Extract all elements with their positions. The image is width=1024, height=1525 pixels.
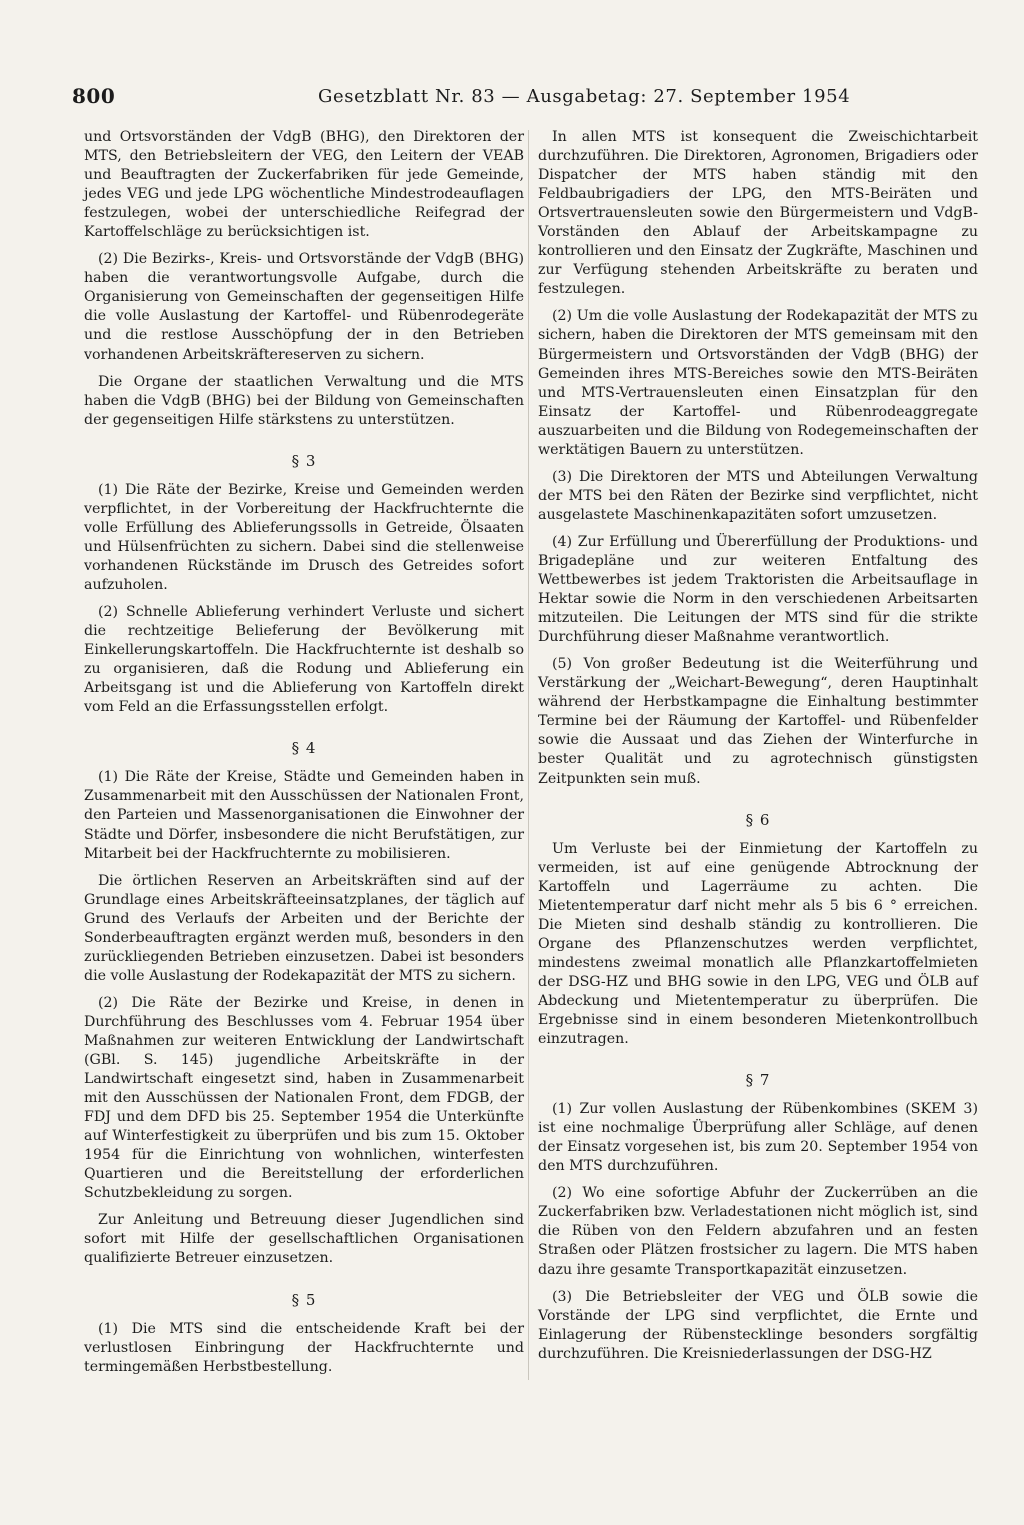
paragraph: Um Verluste bei der Einmietung der Kartoffeln zu vermeiden, ist auf eine genügende Abtrocknung der Kartoffeln und Lagerräume zu achten. Die Mietentemperatur darf nicht mehr als 5 bis 6 ° erreichen. Die Mieten sind deshalb ständig zu kontrollieren. Die Organe des Pflanzenschutzes werden verpflichtet, mindestens zweimal monatlich alle Pflanzkartoffelmieten der DSG-HZ und BHG sowie in den LPG, VEG und ÖLB auf Abdeckung und Mietentemperatur zu überprüfen. Die Ergebnisse sind in einem besonderen Mietenkontrollbuch einzutragen. [538, 840, 978, 1048]
section-heading: § 3 [291, 451, 317, 470]
paragraph: (1) Die Räte der Kreise, Städte und Gemeinden haben in Zusammenarbeit mit den Ausschüssen der Nationalen Front, den Parteien und Massenorganisationen die Einwohner der Städte und Dörfer, insbesondere die nicht Berufstätigen, zur Mitarbeit bei der Hackfruchternte zu mobilisieren. [84, 769, 524, 862]
paragraph: und Ortsvorständen der VdgB (BHG), den Direktoren der MTS, den Betriebsleitern der VEG, den Leitern der VEAB und Beauftragten der Zuckerfabriken für jede Gemeinde, jedes VEG und jede LPG wöchentliche Mindestrodeauflagen festzulegen, wobei der unterschiedliche Reifegrad der Kartoffelschläge zu berücksichtigen ist. [84, 129, 524, 241]
paragraph: (1) Zur vollen Auslastung der Rübenkombines (SKEM 3) ist eine nochmalige Überprüfung aller Schläge, auf denen der Einsatz vorgesehen ist, bis zum 20. September 1954 von den MTS durchzuführen. [538, 1101, 978, 1175]
paragraph: Zur Anleitung und Betreuung dieser Jugendlichen sind sofort mit Hilfe der gesellschaftlichen Organisationen qualifizierte Betreuer einzusetzen. [84, 1212, 524, 1267]
page-number: 800 [72, 84, 116, 108]
paragraph: (1) Die Räte der Bezirke, Kreise und Gemeinden werden verpflichtet, in der Vorbereitung der Hackfruchternte die volle Erfüllung des Ablieferungssolls in Getreide, Ölsaaten und Hülsenfrüchten zu sichern. Dabei sind die stellenweise vorhandenen Rückstände im Drusch des Getreides sofort aufzuholen. [84, 481, 524, 593]
section-heading: § 4 [291, 739, 317, 758]
paragraph: (2) Schnelle Ablieferung verhindert Verluste und sichert die rechtzeitige Belieferung der Bevölkerung mit Einkellerungskartoffeln. Die Hackfruchternte ist deshalb so zu organisieren, daß die Rodung und Ablieferung ein Arbeitsgang ist und die Ablieferung von Kartoffeln direkt vom Feld an die Erfassungsstellen erfolgt. [84, 604, 524, 716]
paragraph: (2) Wo eine sofortige Abfuhr der Zuckerrüben an die Zuckerfabriken bzw. Verladestationen nicht möglich ist, sind die Rüben von den Feldern abzufahren und an festen Straßen oder Plätzen frostsicher zu lagern. Die MTS haben dazu ihre gesamte Transportkapazität einzusetzen. [538, 1185, 978, 1278]
right-column [538, 128, 978, 1372]
paragraph: Die örtlichen Reserven an Arbeitskräften sind auf der Grundlage eines Arbeitskräfteeinsatzplanes, der täglich auf Grund des Verlaufs der Arbeiten und der Berichte der Sonderbeauftragten ergänzt werden muß, besonders in den zurückliegenden Betrieben einzusetzen. Dabei ist besonders die volle Auslastung der Rodekapazität der MTS zu sichern. [84, 872, 524, 984]
paragraph: (3) Die Betriebsleiter der VEG und ÖLB sowie die Vorstände der LPG sind verpflichtet, die Ernte und Einlagerung der Rübenstecklinge besonders sorgfältig durchzuführen. Die Kreisniederlassungen der DSG-HZ [538, 1288, 978, 1362]
paragraph: In allen MTS ist konsequent die Zweischichtarbeit durchzuführen. Die Direktoren, Agronomen, Brigadiers oder Dispatcher der MTS haben ständig mit den Feldbaubrigadiers der LPG, den MTS-Beiräten und Ortsvertrauensleuten sowie den Bürgermeistern und VdgB-Vorständen den Ablauf der Arbeitskampagne zu kontrollieren und den Einsatz der Zugkräfte, Maschinen und zur Verfügung stehenden Arbeitskräfte zu beraten und festzulegen. [538, 129, 978, 298]
section-heading: § 7 [745, 1071, 771, 1090]
paragraph: (2) Um die volle Auslastung der Rodekapazität der MTS zu sichern, haben die Direktoren der MTS gemeinsam mit den Bürgermeistern und Ortsvorständen der VdgB (BHG) der Gemeinden ihres MTS-Bereiches sowie den MTS-Beiräten und MTS-Vertrauensleuten einen Einsatzplan für den Einsatz der Kartoffel- und Rübenrodeaggregate auszuarbeiten und die Bildung von Rodegemeinschaften der werktätigen Bauern zu unterstützen. [538, 308, 978, 458]
column-divider [528, 130, 529, 1380]
paragraph: Die Organe der staatlichen Verwaltung und die MTS haben die VdgB (BHG) bei der Bildung von Gemeinschaften der gegenseitigen Hilfe stärkstens zu unterstützen. [84, 373, 524, 428]
paragraph: (1) Die MTS sind die entscheidende Kraft bei der verlustlosen Einbringung der Hackfruchternte und termingemäßen Herbstbestellung. [84, 1320, 524, 1375]
paragraph: (4) Zur Erfüllung und Übererfüllung der Produktions- und Brigadepläne und zur weiteren Entfaltung des Wettbewerbes ist jedem Traktoristen die Arbeitsauflage in Hektar sowie die Norm in den verschiedenen Arbeitsarten mitzuteilen. Die Leitungen der MTS sind für die strikte Durchführung dieser Maßnahme verantwortlich. [538, 533, 978, 646]
paragraph: (2) Die Räte der Bezirke und Kreise, in denen in Durchführung des Beschlusses vom 4. Februar 1954 über Maßnahmen zur weiteren Entwicklung der Landwirtschaft (GBl. S. 145) jugendliche Arbeitskräfte in der Landwirtschaft eingesetzt sind, haben in Zusammenarbeit mit den Ausschüssen der Nationalen Front, dem FDGB, der FDJ und dem DFD bis 25. September 1954 die Unterkünfte auf Winterfestigkeit zu überprüfen und bis zum 15. Oktober 1954 für die Einrichtung von wohnlichen, winterfesten Quartieren und die Bereitstellung der erforderlichen Schutzbekleidung zu sorgen. [84, 994, 524, 1202]
left-column [84, 128, 524, 1385]
paragraph: (2) Die Bezirks-, Kreis- und Ortsvorstände der VdgB (BHG) haben die verantwortungsvolle Aufgabe, durch die Organisierung von Gemeinschaften der gegenseitigen Hilfe die volle Auslastung der Kartoffel- und Rübenrodegeräte und die restlose Ausschöpfung der in den Betrieben vorhandenen Arbeitskräftereserven zu sichern. [84, 251, 524, 363]
section-heading: § 5 [291, 1290, 317, 1309]
section-heading: § 6 [745, 810, 771, 829]
paragraph: (3) Die Direktoren der MTS und Abteilungen Verwaltung der MTS bei den Räten der Bezirke sind verpflichtet, nicht ausgelastete Maschinenkapazitäten sofort umzusetzen. [538, 468, 978, 523]
running-head: Gesetzblatt Nr. 83 — Ausgabetag: 27. September 1954 [318, 86, 851, 107]
paragraph: (5) Von großer Bedeutung ist die Weiterführung und Verstärkung der „Weichart-Bewegung“, deren Hauptinhalt während der Herbstkampagne die Einhaltung bestimmter Termine bei der Räumung der Kartoffel- und Rübenfelder sowie die Aussaat und das Ziehen der Winterfurche in bester Qualität und zu agrotechnisch günstigsten Zeitpunkten sein muß. [538, 656, 978, 787]
